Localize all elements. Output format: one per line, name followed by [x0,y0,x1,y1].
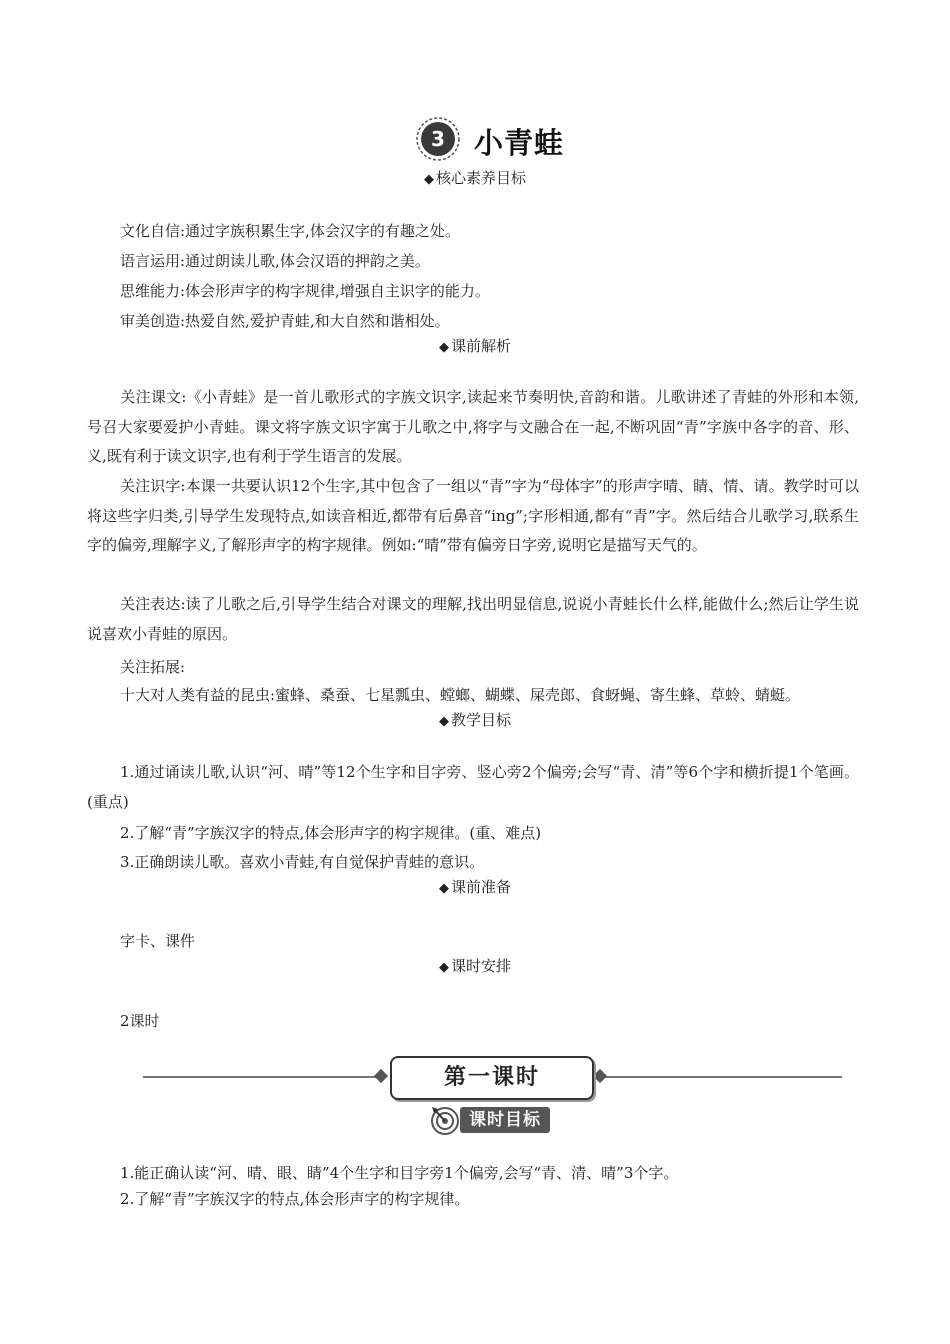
analysis-paragraph: 关注表达:读了儿歌之后,引导学生结合对课文的理解,找出明显信息,说说小青蛙长什么样,能做什么;然后让学生说说喜欢小青蛙的原因。 [87,595,859,643]
core-goal-item: 语言运用:通过朗读儿歌,体会汉语的押韵之美。 [120,252,430,270]
lesson-number-badge [416,117,460,161]
lesson-number: 3 [431,127,445,151]
diamond-icon: ◆ [423,172,434,187]
prep-heading: ◆ 课前准备 [438,878,511,896]
banner-ornament-left [374,1069,388,1083]
teaching-goals-heading: ◆ 教学目标 [438,711,511,729]
teaching-goal-item: 3.正确朗读儿歌。喜欢小青蛙,有自觉保护青蛙的意识。 [120,853,485,871]
target-icon [430,1106,460,1136]
core-goal-item: 文化自信:通过字族积累生字,体会汉字的有趣之处。 [120,222,460,240]
lesson-title: 小青蛙 [474,126,565,160]
teaching-goal-item: 1.通过诵读儿歌,认识“河、晴”等12个生字和目字旁、竖心旁2个偏旁;会写“青、清”等6个字和横折提1个笔画。(重点) [87,763,859,811]
analysis-heading: ◆ 课前解析 [438,337,511,355]
schedule-heading: ◆ 课时安排 [438,957,511,975]
analysis-paragraph: 关注课文:《小青蛙》是一首儿歌形式的字族文识字,读起来节奏明快,音韵和谐。儿歌讲述了青蛙的外形和本领,号召大家要爱护小青蛙。课文将字族文识字寓于儿歌之中,将字与文融合在一起,不断巩固“青”字族中各字的音、形、义,既有利于读文识字,也有利于学生语言的发展。 [87,388,859,465]
lesson-goal-item: 1.能正确认读“河、晴、眼、睛”4个生字和目字旁1个偏旁,会写“青、清、晴”3个字。 [120,1164,679,1182]
schedule-text: 2课时 [120,1012,160,1030]
banner-divider-right [598,1076,842,1078]
diamond-icon: ◆ [438,340,449,355]
extension-label: 关注拓展: [120,658,186,676]
core-goal-item: 思维能力:体会形声字的构字规律,增强自主识字的能力。 [120,282,490,300]
lesson-goal-item: 2.了解“青”字族汉字的特点,体会形声字的构字规律。 [120,1190,470,1208]
diamond-icon: ◆ [438,714,449,729]
core-goals-heading: ◆ 核心素养目标 [423,169,526,187]
banner-divider-left [143,1076,383,1078]
banner-ornament-right [593,1069,607,1083]
lesson-header [0,117,950,165]
diamond-icon: ◆ [438,881,449,896]
first-lesson-banner: 第一课时 [390,1056,594,1100]
core-goal-item: 审美创造:热爱自然,爱护青蛙,和大自然和谐相处。 [120,312,450,330]
extension-text: 十大对人类有益的昆虫:蜜蜂、桑蚕、七星瓢虫、螳螂、蝴蝶、屎壳郎、食蚜蝇、寄生蜂、草蛉、蜻蜓。 [120,686,801,704]
diamond-icon: ◆ [438,960,449,975]
prep-text: 字卡、课件 [120,932,196,950]
teaching-goal-item: 2.了解“青”字族汉字的特点,体会形声字的构字规律。(重、难点) [120,824,542,842]
lesson-goal-label: 课时目标 [460,1107,550,1133]
analysis-paragraph: 关注识字:本课一共要认识12个生字,其中包含了一组以“青”字为“母体字”的形声字晴、睛、情、请。教学时可以将这些字归类,引导学生发现特点,如读音相近,都带有后鼻音“ing”;字形相通,都有“青”字。然后结合儿歌学习,联系生字的偏旁,理解字义,了解形声字的构字规律。例如:“晴”带有偏旁日字旁,说明它是描写天气的。 [87,477,859,554]
